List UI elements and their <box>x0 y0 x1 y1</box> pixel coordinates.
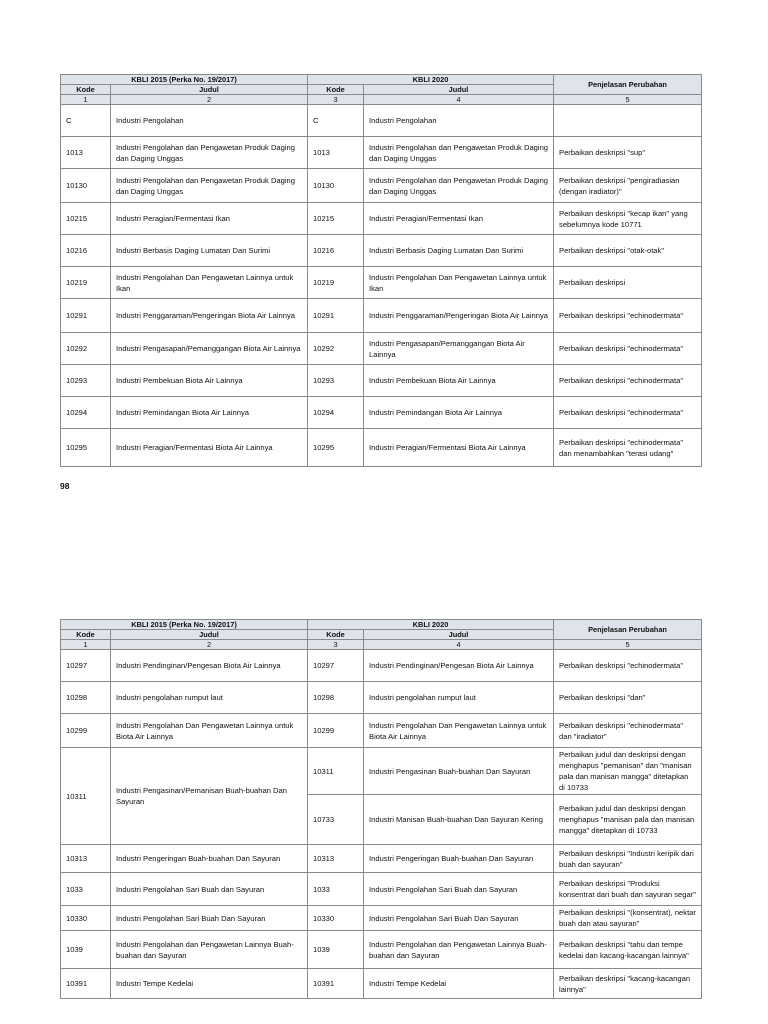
kbli2015-header: KBLI 2015 (Perka No. 19/2017) <box>61 620 308 630</box>
kode-2020-cell: 10298 <box>308 682 364 714</box>
table-row <box>61 169 702 203</box>
kode-2020-cell: 10294 <box>308 397 364 429</box>
judul-2020-cell: Industri Pendinginan/Pengesan Biota Air Lainnya <box>364 650 554 682</box>
judul-2020-cell: Industri Penggaraman/Pengeringan Biota Air Lainnya <box>364 299 554 333</box>
kode-2020-cell: 10299 <box>308 714 364 748</box>
penjelasan-cell: Perbaikan deskripsi "sup" <box>554 137 702 169</box>
judul-2015-cell: Industri Pendinginan/Pengesan Biota Air Lainnya <box>111 650 308 682</box>
penjelasan-header: Penjelasan Perubahan <box>554 75 702 95</box>
judul-header: Judul <box>364 85 554 95</box>
kode-2015-cell: 10216 <box>61 235 111 267</box>
judul-2015-cell: Industri Pengasinan/Pemanisan Buah-buahan Dan Sayuran <box>111 748 308 845</box>
judul-2020-cell: Industri Pengasinan Buah-buahan Dan Sayuran <box>364 748 554 795</box>
table-row <box>61 137 702 169</box>
judul-2015-cell: Industri Peragian/Fermentasi Ikan <box>111 203 308 235</box>
judul-2015-cell: Industri Pengolahan <box>111 105 308 137</box>
judul-2020-cell: Industri Pengolahan <box>364 105 554 137</box>
penjelasan-cell: Perbaikan deskripsi "(konsentrat), nektar buah dan atau sayuran" <box>554 906 702 931</box>
table-row <box>61 299 702 333</box>
kode-2020-cell: 1039 <box>308 931 364 969</box>
judul-header: Judul <box>111 630 308 640</box>
kode-2015-cell: 10294 <box>61 397 111 429</box>
judul-2015-cell: Industri Pengolahan Dan Pengawetan Lainnya untuk Ikan <box>111 267 308 299</box>
judul-2015-cell: Industri Penggaraman/Pengeringan Biota Air Lainnya <box>111 299 308 333</box>
judul-2015-cell: Industri Pengolahan dan Pengawetan Produk Daging dan Daging Unggas <box>111 137 308 169</box>
header-row-group <box>61 620 702 630</box>
kode-2020-cell: 10297 <box>308 650 364 682</box>
column-number: 4 <box>364 640 554 650</box>
penjelasan-cell: Perbaikan deskripsi "echinodermata" <box>554 650 702 682</box>
kode-2015-cell: 1013 <box>61 137 111 169</box>
kode-2015-cell: 10311 <box>61 748 111 845</box>
judul-2020-cell: Industri Pengolahan Dan Pengawetan Lainnya untuk Biota Air Lainnya <box>364 714 554 748</box>
table-row <box>61 748 702 795</box>
penjelasan-cell: Perbaikan deskripsi "pengiradiasian (dengan iradiator)" <box>554 169 702 203</box>
table-row <box>61 873 702 906</box>
kode-2020-cell: 10313 <box>308 845 364 873</box>
judul-2015-cell: Industri Pemindangan Biota Air Lainnya <box>111 397 308 429</box>
judul-2015-cell: Industri Pengolahan Sari Buah Dan Sayuran <box>111 906 308 931</box>
column-number: 1 <box>61 95 111 105</box>
penjelasan-cell: Perbaikan judul dan deskripsi dengan menghapus "pemanisan" dan "manisan pala dan manisan mangga" ditetapkan di 10733 <box>554 748 702 795</box>
kode-2020-cell: 10311 <box>308 748 364 795</box>
table-row <box>61 931 702 969</box>
table-row <box>61 906 702 931</box>
judul-2015-cell: Industri Pengolahan dan Pengawetan Produk Daging dan Daging Unggas <box>111 169 308 203</box>
table-row <box>61 969 702 999</box>
judul-2015-cell: Industri pengolahan rumput laut <box>111 682 308 714</box>
penjelasan-cell: Perbaikan deskripsi "kecap ikan" yang sebelumnya kode 10771 <box>554 203 702 235</box>
judul-2020-cell: Industri Pengasapan/Pemanggangan Biota Air Lainnya <box>364 333 554 365</box>
penjelasan-cell: Perbaikan deskripsi "echinodermata" <box>554 333 702 365</box>
judul-2020-cell: Industri Pemindangan Biota Air Lainnya <box>364 397 554 429</box>
penjelasan-cell: Perbaikan deskripsi "echinodermata" <box>554 365 702 397</box>
judul-2020-cell: Industri pengolahan rumput laut <box>364 682 554 714</box>
column-number: 5 <box>554 640 702 650</box>
penjelasan-cell: Perbaikan judul dan deskripsi dengan menghapus "manisan pala dan manisan mangga" ditetapkan di 10733 <box>554 795 702 845</box>
judul-2020-cell: Industri Tempe Kedelai <box>364 969 554 999</box>
judul-2015-cell: Industri Pengeringan Buah-buahan Dan Sayuran <box>111 845 308 873</box>
judul-2020-cell: Industri Pengolahan Dan Pengawetan Lainnya untuk Ikan <box>364 267 554 299</box>
column-number: 3 <box>308 640 364 650</box>
kode-2015-cell: 10219 <box>61 267 111 299</box>
kode-2015-cell: 10391 <box>61 969 111 999</box>
kode-header: Kode <box>308 85 364 95</box>
penjelasan-cell <box>554 105 702 137</box>
judul-2015-cell: Industri Pengolahan Dan Pengawetan Lainnya untuk Biota Air Lainnya <box>111 714 308 748</box>
penjelasan-cell: Perbaikan deskripsi "kacang-kacangan lainnya" <box>554 969 702 999</box>
table-row <box>61 397 702 429</box>
header-row-numbers <box>61 640 702 650</box>
penjelasan-cell: Perbaikan deskripsi <box>554 267 702 299</box>
judul-header: Judul <box>111 85 308 95</box>
judul-2015-cell: Industri Peragian/Fermentasi Biota Air Lainnya <box>111 429 308 467</box>
kbli2020-header: KBLI 2020 <box>308 620 554 630</box>
kode-2020-cell: 10293 <box>308 365 364 397</box>
kode-2015-cell: C <box>61 105 111 137</box>
judul-2020-cell: Industri Pengolahan dan Pengawetan Produk Daging dan Daging Unggas <box>364 169 554 203</box>
judul-2020-cell: Industri Pembekuan Biota Air Lainnya <box>364 365 554 397</box>
kode-2020-cell: 10291 <box>308 299 364 333</box>
penjelasan-cell: Perbaikan deskripsi "otak-otak" <box>554 235 702 267</box>
column-number: 2 <box>111 640 308 650</box>
kode-2020-cell: 10295 <box>308 429 364 467</box>
penjelasan-cell: Perbaikan deskripsi "echinodermata" <box>554 299 702 333</box>
table-row <box>61 235 702 267</box>
judul-2020-cell: Industri Pengeringan Buah-buahan Dan Sayuran <box>364 845 554 873</box>
judul-2020-cell: Industri Peragian/Fermentasi Ikan <box>364 203 554 235</box>
kode-2015-cell: 1033 <box>61 873 111 906</box>
table-row <box>61 650 702 682</box>
table-row <box>61 267 702 299</box>
kode-2020-cell: 10292 <box>308 333 364 365</box>
kode-2020-cell: 1013 <box>308 137 364 169</box>
table-row <box>61 682 702 714</box>
header-row-numbers <box>61 95 702 105</box>
kode-header: Kode <box>61 630 111 640</box>
judul-2015-cell: Industri Pengolahan dan Pengawetan Lainnya Buah-buahan dan Sayuran <box>111 931 308 969</box>
judul-2020-cell: Industri Pengolahan dan Pengawetan Produk Daging dan Daging Unggas <box>364 137 554 169</box>
kbli2015-header: KBLI 2015 (Perka No. 19/2017) <box>61 75 308 85</box>
table-row <box>61 714 702 748</box>
kode-2015-cell: 10295 <box>61 429 111 467</box>
judul-2020-cell: Industri Pengolahan Sari Buah dan Sayuran <box>364 873 554 906</box>
judul-2020-cell: Industri Peragian/Fermentasi Biota Air Lainnya <box>364 429 554 467</box>
kode-2020-cell: C <box>308 105 364 137</box>
column-number: 2 <box>111 95 308 105</box>
table-row <box>61 845 702 873</box>
table-row <box>61 105 702 137</box>
kode-header: Kode <box>61 85 111 95</box>
judul-2020-cell: Industri Pengolahan Sari Buah Dan Sayuran <box>364 906 554 931</box>
column-number: 3 <box>308 95 364 105</box>
kode-2020-cell: 10330 <box>308 906 364 931</box>
judul-2015-cell: Industri Pengolahan Sari Buah dan Sayuran <box>111 873 308 906</box>
penjelasan-cell: Perbaikan deskripsi "echinodermata" dan menambahkan "terasi udang" <box>554 429 702 467</box>
judul-2015-cell: Industri Pembekuan Biota Air Lainnya <box>111 365 308 397</box>
kode-2015-cell: 10130 <box>61 169 111 203</box>
judul-2015-cell: Industri Pengasapan/Pemanggangan Biota Air Lainnya <box>111 333 308 365</box>
column-number: 1 <box>61 640 111 650</box>
column-number: 4 <box>364 95 554 105</box>
kode-2015-cell: 10299 <box>61 714 111 748</box>
penjelasan-cell: Perbaikan deskripsi "Industri keripik dari buah dan sayuran" <box>554 845 702 873</box>
kbli-table-2 <box>60 619 702 999</box>
kode-2020-cell: 10391 <box>308 969 364 999</box>
judul-2020-cell: Industri Manisan Buah-buahan Dan Sayuran Kering <box>364 795 554 845</box>
judul-2015-cell: Industri Tempe Kedelai <box>111 969 308 999</box>
kode-2015-cell: 1039 <box>61 931 111 969</box>
kode-2020-cell: 10216 <box>308 235 364 267</box>
table-row <box>61 203 702 235</box>
kode-2015-cell: 10291 <box>61 299 111 333</box>
header-row-group <box>61 75 702 85</box>
kbli2020-header: KBLI 2020 <box>308 75 554 85</box>
judul-header: Judul <box>364 630 554 640</box>
kode-header: Kode <box>308 630 364 640</box>
judul-2015-cell: Industri Berbasis Daging Lumatan Dan Surimi <box>111 235 308 267</box>
kode-2015-cell: 10292 <box>61 333 111 365</box>
kode-2015-cell: 10293 <box>61 365 111 397</box>
penjelasan-header: Penjelasan Perubahan <box>554 620 702 640</box>
kode-2020-cell: 10733 <box>308 795 364 845</box>
kbli-table-1 <box>60 74 702 467</box>
table-row <box>61 333 702 365</box>
table-row <box>61 365 702 397</box>
kode-2020-cell: 10219 <box>308 267 364 299</box>
kode-2015-cell: 10330 <box>61 906 111 931</box>
kode-2020-cell: 1033 <box>308 873 364 906</box>
kode-2015-cell: 10298 <box>61 682 111 714</box>
kode-2020-cell: 10215 <box>308 203 364 235</box>
kode-2015-cell: 10313 <box>61 845 111 873</box>
judul-2020-cell: Industri Pengolahan dan Pengawetan Lainnya Buah-buahan dan Sayuran <box>364 931 554 969</box>
kode-2020-cell: 10130 <box>308 169 364 203</box>
kode-2015-cell: 10215 <box>61 203 111 235</box>
penjelasan-cell: Perbaikan deskripsi "echinodermata" <box>554 397 702 429</box>
penjelasan-cell: Perbaikan deskripsi "dan" <box>554 682 702 714</box>
penjelasan-cell: Perbaikan deskripsi "Produksi konsentrat dari buah dan sayuran segar" <box>554 873 702 906</box>
table-row <box>61 429 702 467</box>
penjelasan-cell: Perbaikan deskripsi "tahu dan tempe kedelai dan kacang-kacangan lainnya" <box>554 931 702 969</box>
judul-2020-cell: Industri Berbasis Daging Lumatan Dan Surimi <box>364 235 554 267</box>
column-number: 5 <box>554 95 702 105</box>
penjelasan-cell: Perbaikan deskripsi "echinodermata" dan "iradiator" <box>554 714 702 748</box>
kode-2015-cell: 10297 <box>61 650 111 682</box>
page-number: 98 <box>60 481 70 491</box>
